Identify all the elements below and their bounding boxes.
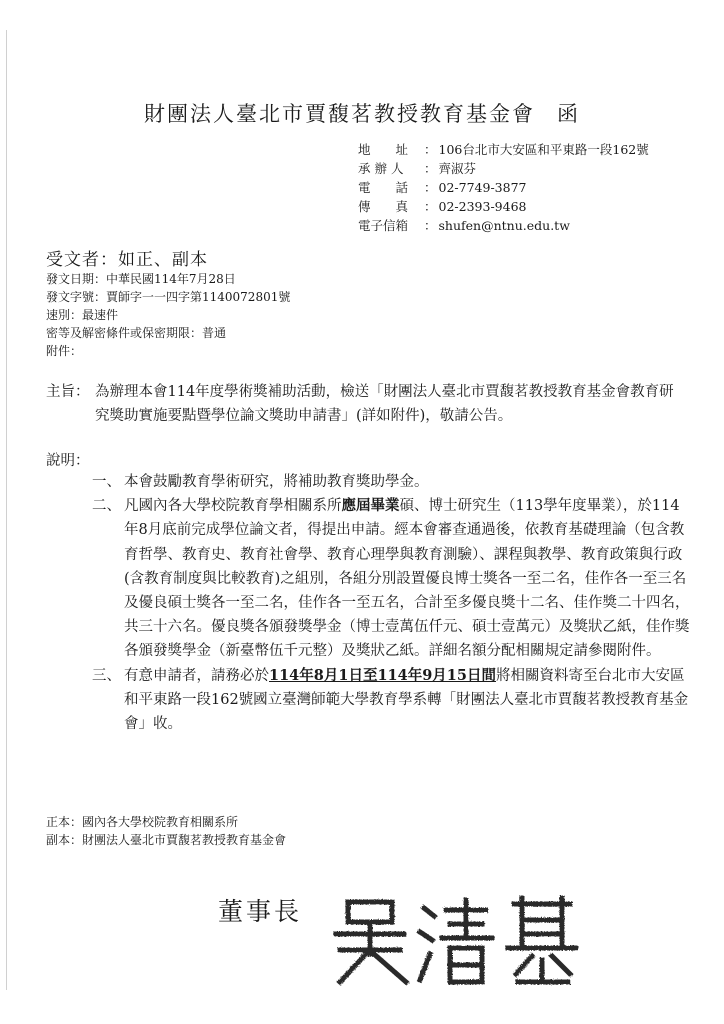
item-text: 本會鼓勵教育學術研究，將補助教育獎助學金。	[124, 474, 429, 490]
contact-phone: 電 話 ： 02-7749-3877	[358, 180, 527, 195]
chairman-signature-stamp	[326, 890, 582, 990]
urgency: 速別：最速件	[46, 308, 119, 322]
contact-value: 齊淑芬	[438, 161, 477, 176]
item-text: 有意申請者，請務必於	[124, 667, 269, 684]
contact-value: 02-2393-9468	[438, 199, 527, 214]
contact-email: 電子信箱 ： shufen@ntnu.edu.tw	[358, 218, 570, 233]
explanation-label: 說明：	[46, 453, 90, 469]
contact-label: 地 址	[358, 142, 409, 157]
explanation-item-3	[92, 664, 692, 737]
document-number: 發文字號：賈師字一一四字第1140072801號	[46, 290, 291, 304]
confidentiality: 密等及解密條件或保密期限：普通	[46, 326, 227, 340]
explanation-item-2	[92, 494, 692, 663]
item-text: 碩、博士研究生（113學年度畢業），於114年8月底前完成學位論文者，得提出申請。經本會審查通過後，依教育基礎理論（包含教育哲學、教育史、教育社會學、教育心理學與教育測驗）、課程與教學、教育政策與行政(含教育制度與比較教育)之組別，各組分別設置優良博士獎各一至二名，佳作各一至三名及優良碩士獎各一至二名，佳作各一至五名，合計至多優良獎十二名、佳作獎二十四名，共三十六名。優良獎各頒發獎學金（博士壹萬伍仟元、碩士壹萬元）及獎狀乙紙，佳作獎各頒發獎學金（新臺幣伍千元整）及獎狀乙紙。詳細名額分配相關規定請參閱附件。	[124, 498, 690, 660]
contact-fax: 傳 真 ： 02-2393-9468	[358, 199, 527, 214]
contact-handler: 承 辦 人 ： 齊淑芬	[358, 161, 477, 176]
contact-label: 傳 真	[358, 199, 409, 214]
emphasis-graduating: 應屆畢業	[341, 497, 400, 515]
attachments: 附件：	[46, 344, 83, 358]
copy-recipients: 副本：財團法人臺北市賈馥茗教授教育基金會	[46, 833, 287, 847]
contact-label: 電 話	[358, 180, 409, 195]
recipient: 受文者：如正、副本	[46, 250, 208, 270]
main-recipients: 正本：國內各大學校院教育相關系所	[46, 815, 239, 829]
explanation-item-1	[92, 470, 692, 494]
chairman-title: 董事長	[218, 897, 303, 926]
contact-value: 02-7749-3877	[438, 180, 527, 195]
contact-label: 承 辦 人	[358, 161, 404, 176]
application-period: 114年8月1日至114年9月15日間	[269, 666, 496, 684]
item-text: 將相關資料寄至台北市大安區和平東路一段162號國立臺灣師範大學教育學系轉「財團法人臺北市賈馥茗教授教育基金會」收。	[124, 667, 689, 733]
letter-header	[0, 98, 724, 128]
contact-block	[358, 140, 649, 235]
doc-type: 函	[557, 102, 580, 126]
item-text: 凡國內各大學校院教育學相關系所	[124, 498, 342, 515]
subject-label: 主旨：	[46, 384, 90, 400]
contact-label: 電子信箱	[358, 218, 409, 233]
item-number: 三、	[92, 667, 121, 684]
subject-section	[46, 380, 686, 428]
item-number: 一、	[92, 474, 121, 490]
subject-text: 為辦理本會114年度學術獎補助活動，檢送「財團法人臺北市賈馥茗教授教育基金會教育研究獎助實施要點暨學位論文獎助申請書」(詳如附件)，敬請公告。	[95, 384, 674, 424]
contact-value: 106台北市大安區和平東路一段162號	[438, 142, 649, 157]
distribution-list	[46, 813, 286, 849]
foundation-name: 財團法人臺北市賈馥茗教授教育基金會	[144, 102, 535, 126]
document-meta	[46, 270, 290, 360]
scan-edge-line	[6, 30, 7, 990]
explanation-list	[92, 470, 692, 736]
contact-address: 地 址 ： 106台北市大安區和平東路一段162號	[358, 142, 649, 157]
item-number: 二、	[92, 498, 121, 515]
contact-value: shufen@ntnu.edu.tw	[438, 218, 570, 233]
issue-date: 發文日期：中華民國114年7月28日	[46, 272, 236, 286]
